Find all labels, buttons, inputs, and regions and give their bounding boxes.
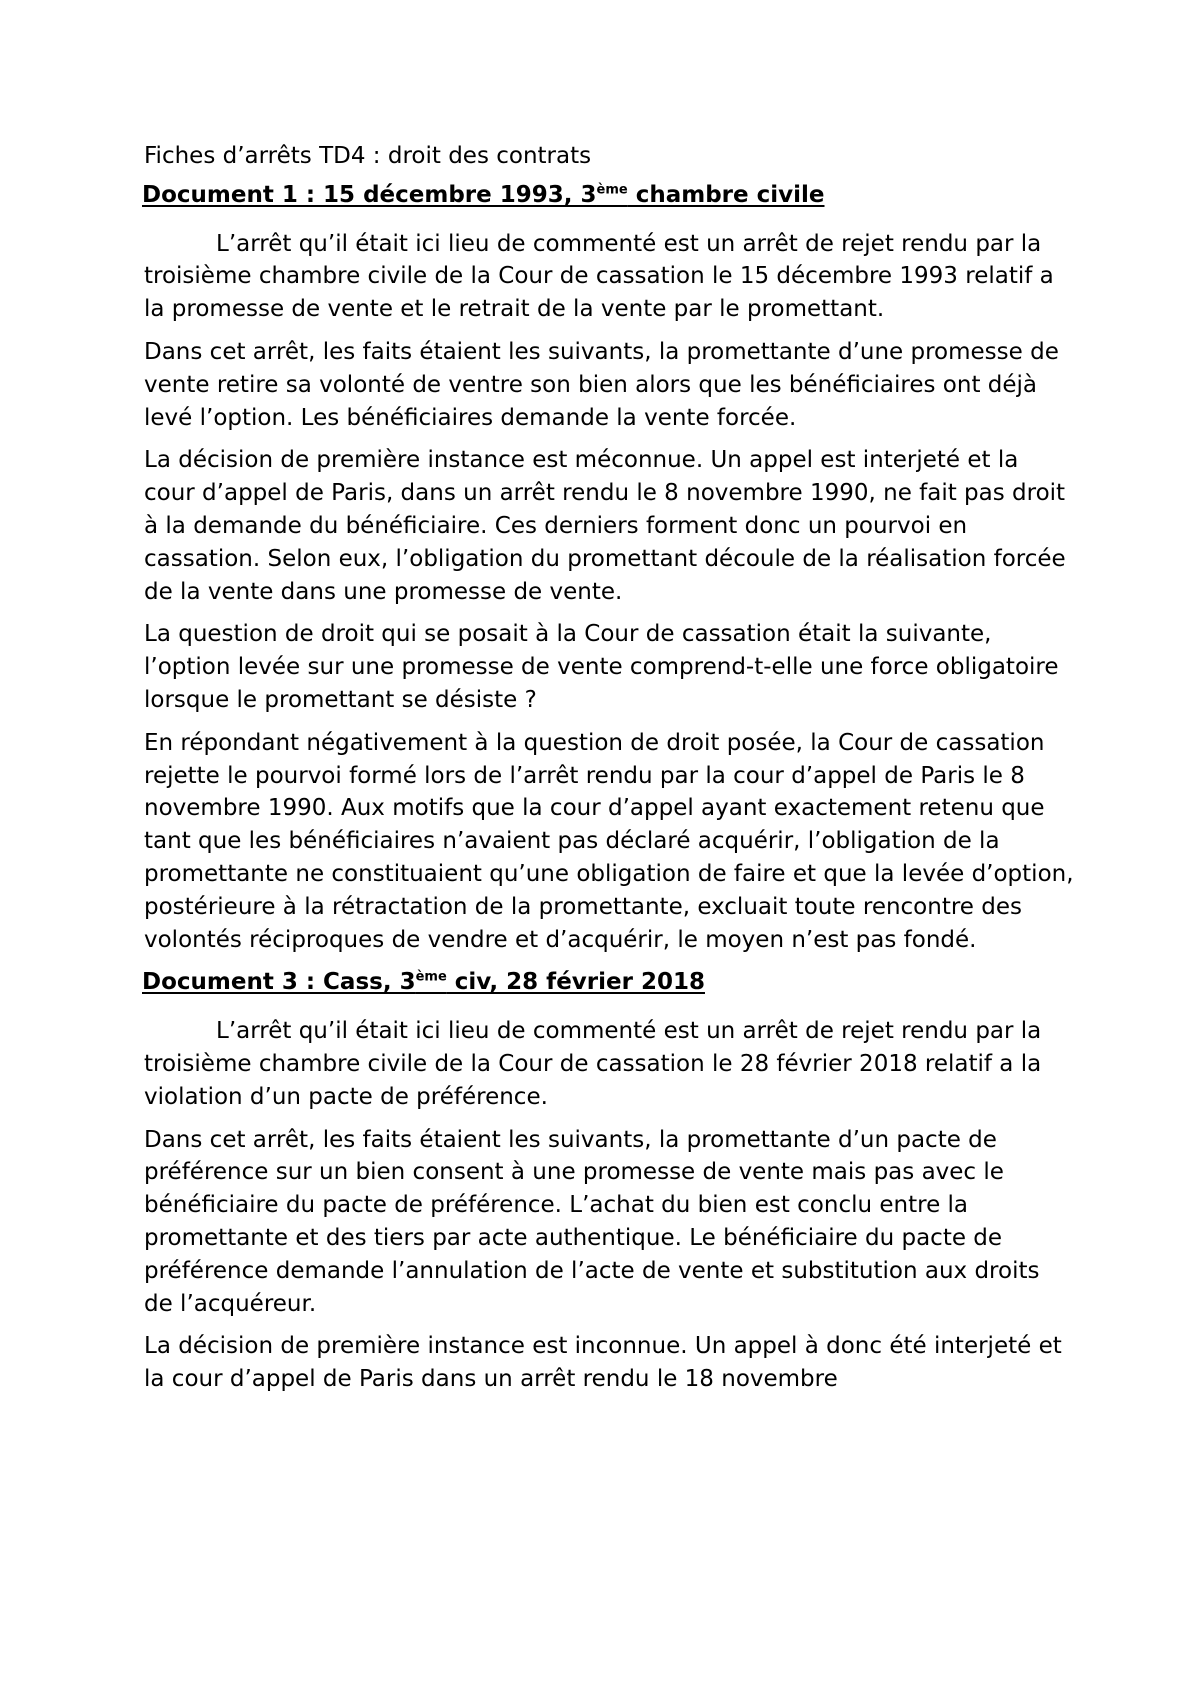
document-page [144, 140, 1074, 1406]
section-1-heading [142, 179, 833, 212]
section-1-paragraph: La question de droit qui se posait à la Cour de cassation était la suivante, l’option levée sur une promesse de vente comprend-t-elle une force obligatoire lorsque le promettant se désiste ? [144, 621, 1059, 713]
section-1-paragraph: En répondant négativement à la question de droit posée, la Cour de cassation rejette le pourvoi formé lors de l’arrêt rendu par la cour d’appel de Paris le 8 novembre 1990. Aux motifs que la cour d’appel ayant exactement retenu que tant que les bénéficiaires n’avaient pas déclaré acquérir, l’obligation de la promettante ne constituaient qu’une obligation de faire et que la levée d’option, postérieure à la rétractation de la promettante, excluait toute rencontre des volontés réciproques de vendre et d’acquérir, le moyen n’est pas fondé. [144, 729, 1074, 953]
section-2-paragraph: La décision de première instance est inconnue. Un appel à donc été interjeté et la cour d’appel de Paris dans un arrêt rendu le 18 novembre [144, 1333, 1062, 1393]
section-1-paragraph: La décision de première instance est méconnue. Un appel est interjeté et la cour d’appel de Paris, dans un arrêt rendu le 8 novembre 1990, ne fait pas droit à la demande du bénéficiaire. Ces derniers forment donc un pourvoi en cassation. Selon eux, l’obligation du promettant découle de la réalisation forcée de la vente dans une promesse de vente. [144, 447, 1066, 605]
document-title: Fiches d’arrêts TD4 : droit des contrats [144, 143, 592, 169]
section-1-heading-wrap [144, 179, 1074, 220]
section-2-heading-sup: ème [415, 969, 447, 985]
section-1-heading-rest: chambre civile [627, 181, 825, 208]
section-2-heading [142, 966, 713, 999]
section-1-paragraph: L’arrêt qu’il était ici lieu de commenté est un arrêt de rejet rendu par la troisième chambre civile de la Cour de cassation le 15 décembre 1993 relatif a la promesse de vente et le retrait de la vente par le promettant. [144, 230, 1054, 323]
section-2-heading-main: Document 3 : Cass, 3 [142, 969, 416, 996]
section-1-heading-main: Document 1 : 15 décembre 1993, 3 [142, 181, 597, 208]
section-2-paragraph: Dans cet arrêt, les faits étaient les suivants, la promettante d’un pacte de préférence sur un bien consent à une promesse de vente mais pas avec le bénéficiaire du pacte de préférence. L’achat du bien est conclu entre la promettante et des tiers par acte authentique. Le bénéficiaire du pacte de préférence demande l’annulation de l’acte de vente et substitution aux droits de l’acquéreur. [144, 1126, 1040, 1317]
section-1-paragraph: Dans cet arrêt, les faits étaient les suivants, la promettante d’une promesse de vente retire sa volonté de ventre son bien alors que les bénéficiaires ont déjà levé l’option. Les bénéficiaires demande la vente forcée. [144, 338, 1059, 431]
section-1-heading-sup: ème [596, 182, 628, 198]
section-2-heading-rest: civ, 28 février 2018 [446, 969, 705, 996]
section-2-heading-wrap [144, 966, 1074, 1007]
section-2-paragraph: L’arrêt qu’il était ici lieu de commenté est un arrêt de rejet rendu par la troisième chambre civile de la Cour de cassation le 28 février 2018 relatif a la violation d’un pacte de préférence. [144, 1018, 1042, 1110]
